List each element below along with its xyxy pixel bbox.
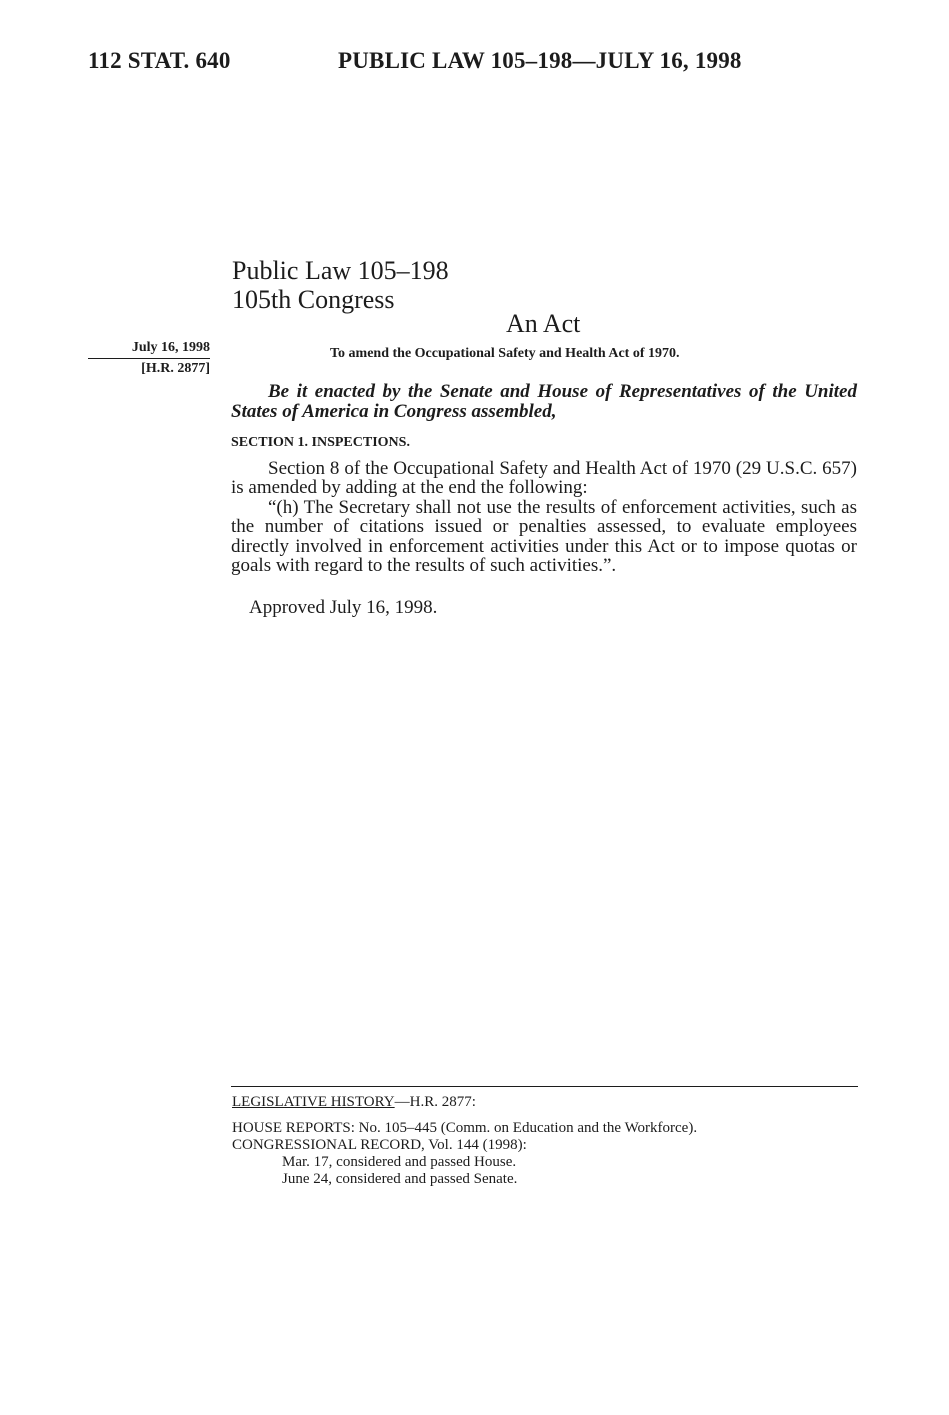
page-stat-reference: 112 STAT. 640 (88, 48, 231, 73)
act-heading: An Act (506, 309, 581, 338)
running-title: PUBLIC LAW 105–198—JULY 16, 1998 (338, 48, 742, 73)
act-purpose: To amend the Occupational Safety and Health Act of 1970. (330, 346, 680, 361)
house-reports: HOUSE REPORTS: No. 105–445 (Comm. on Education and the Workforce). (232, 1120, 698, 1136)
section-heading: SECTION 1. INSPECTIONS. (231, 435, 410, 450)
section-paragraph: Section 8 of the Occupational Safety and Health Act of 1970 (29 U.S.C. 657) is amended by adding at the end the following: (231, 457, 857, 498)
record-entry: Mar. 17, considered and passed House. (282, 1154, 517, 1170)
law-title-block (232, 256, 449, 314)
approval-date: Approved July 16, 1998. (249, 596, 438, 618)
legislative-history-heading (232, 1094, 858, 1111)
public-law-number: Public Law 105–198 (232, 256, 449, 285)
margin-date: July 16, 1998 (88, 340, 210, 359)
legislative-history-title: LEGISLATIVE HISTORY (232, 1094, 395, 1110)
margin-bill-number: [H.R. 2877] (141, 361, 210, 376)
congress-number: 105th Congress (232, 285, 395, 314)
act-body (231, 382, 857, 617)
enacting-clause: Be it enacted by the Senate and House of Representatives of the United States of America in Congress assembled, (231, 381, 857, 422)
congressional-record: CONGRESSIONAL RECORD, Vol. 144 (1998): (232, 1137, 527, 1153)
legislative-history-bill: —H.R. 2877: (394, 1094, 476, 1110)
legislative-history (232, 1094, 858, 1188)
record-entry: June 24, considered and passed Senate. (282, 1171, 518, 1187)
footer-divider (231, 1086, 858, 1087)
amendment-text: “(h) The Secretary shall not use the results of enforcement activities, such as the number of citations issued or penalties assessed, to evaluate employees directly involved in enforcement activities under this Act or to impose quotas or goals with regard to the results of such activities.”. (231, 496, 857, 576)
